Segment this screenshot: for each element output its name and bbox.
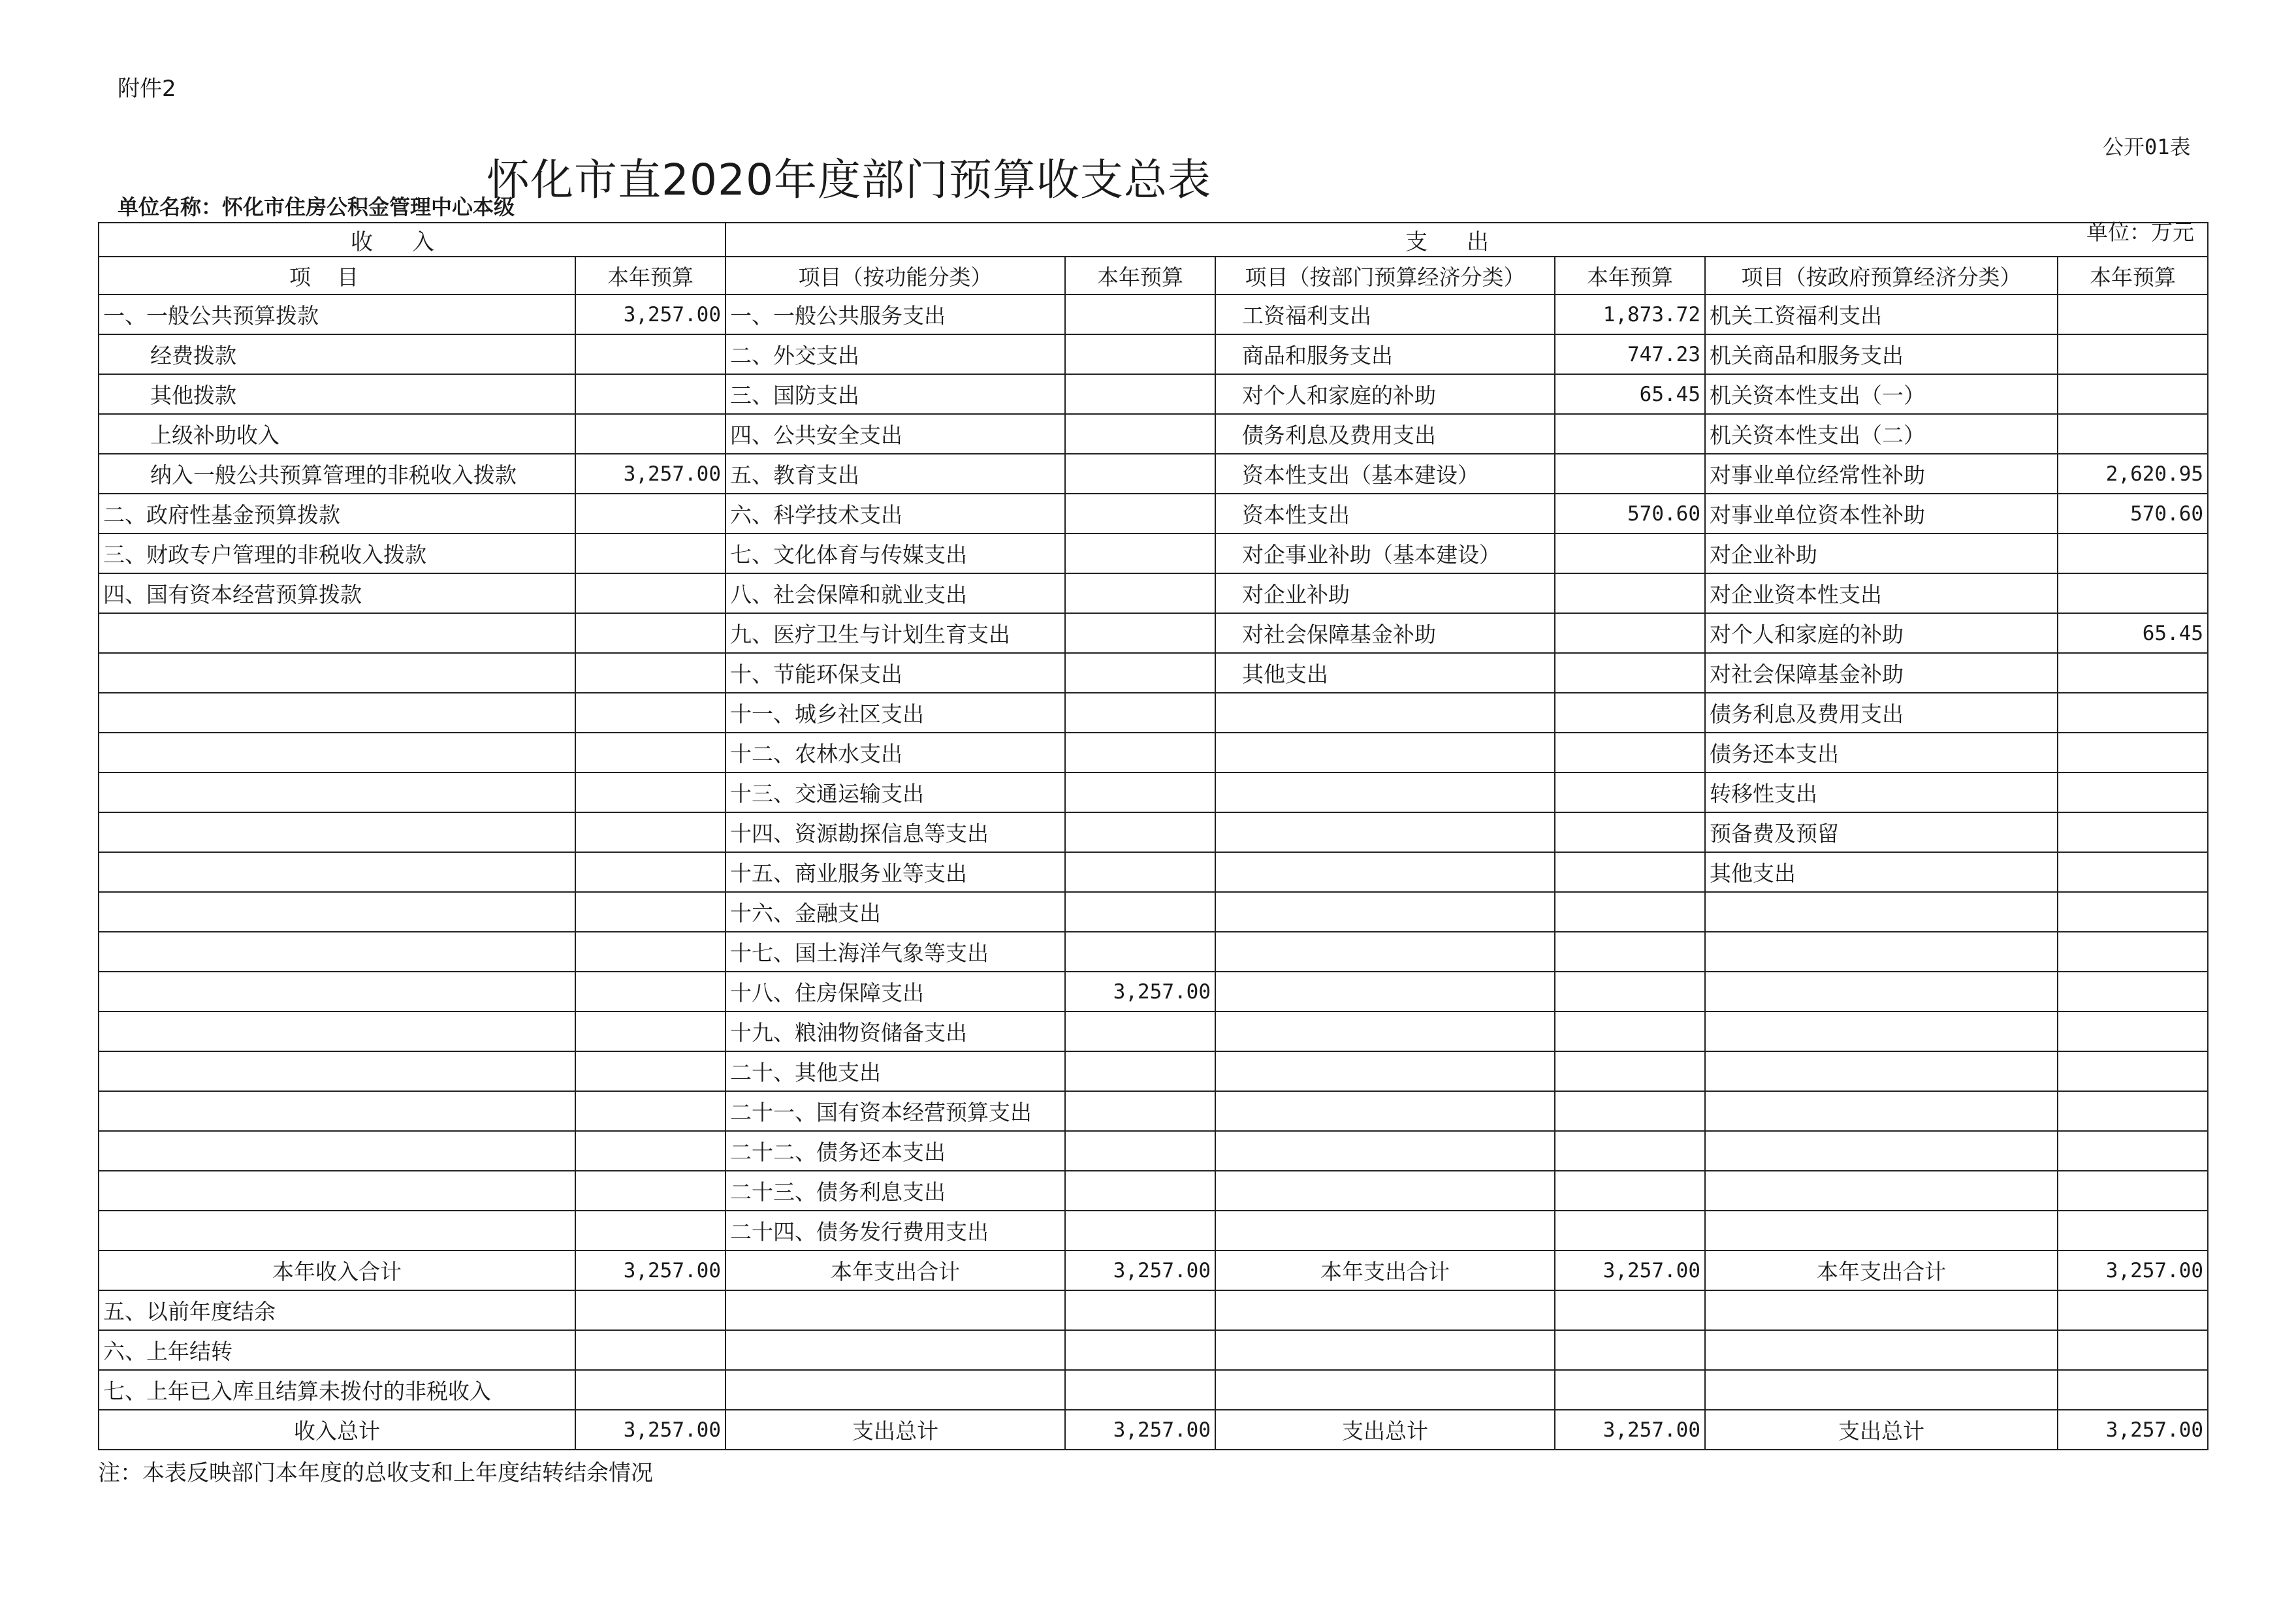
dept-item-cell: 对企事业补助（基本建设） [1215,533,1555,573]
income-item-cell [99,1211,575,1250]
income-item-cell [99,1051,575,1091]
func-budget-header: 本年预算 [1065,257,1215,295]
dept-budget-cell [1555,1171,1705,1211]
empty-cell [1555,1370,1705,1410]
dept-budget-cell [1555,932,1705,972]
currency-unit: 单位：万元 [2086,219,2194,245]
income-item-cell [99,1011,575,1051]
func-item-cell: 十八、住房保障支出 [725,972,1065,1011]
func-budget-cell: 3,257.00 [1065,972,1215,1011]
income-budget-cell [575,972,725,1011]
gov-item-cell [1705,932,2058,972]
income-budget-cell [575,1131,725,1171]
dept-item-cell: 对企业补助 [1215,573,1555,613]
gov-budget-cell [2058,733,2208,772]
gov-item-cell: 对个人和家庭的补助 [1705,613,2058,653]
carryover-item: 六、上年结转 [99,1330,575,1370]
income-item-cell: 其他拨款 [99,374,575,414]
carryover-row [99,1330,2208,1370]
gov-total-label: 本年支出合计 [1705,1250,2058,1290]
empty-cell [1065,1330,1215,1370]
gov-item-cell [1705,1011,2058,1051]
income-total-value: 3,257.00 [575,1250,725,1290]
dept-item-cell [1215,852,1555,892]
empty-cell [1705,1370,2058,1410]
gov-budget-cell [2058,1211,2208,1250]
income-budget-cell [575,772,725,812]
func-budget-cell [1065,334,1215,374]
table-row [99,932,2208,972]
table-row [99,1211,2208,1250]
dept-total-value: 3,257.00 [1555,1250,1705,1290]
gov-budget-cell [2058,1171,2208,1211]
func-item-cell: 十四、资源勘探信息等支出 [725,812,1065,852]
gov-item-cell [1705,1171,2058,1211]
gov-item-cell [1705,1211,2058,1250]
dept-item-cell [1215,693,1555,733]
empty-cell [1215,1290,1555,1330]
dept-budget-cell [1555,454,1705,494]
gov-budget-cell: 570.60 [2058,494,2208,533]
table-row [99,733,2208,772]
income-budget-cell [575,812,725,852]
gov-budget-cell [2058,1051,2208,1091]
footnote: 注：本表反映部门本年度的总收支和上年度结转结余情况 [98,1460,653,1486]
income-item-cell [99,852,575,892]
income-item-cell [99,1131,575,1171]
income-budget-cell [575,1011,725,1051]
gov-total-value: 3,257.00 [2058,1250,2208,1290]
func-item-cell: 十二、农林水支出 [725,733,1065,772]
dept-item-cell: 对个人和家庭的补助 [1215,374,1555,414]
empty-cell [1065,1290,1215,1330]
gov-budget-cell [2058,334,2208,374]
dept-item-cell [1215,1211,1555,1250]
empty-cell [1705,1290,2058,1330]
empty-cell [725,1370,1065,1410]
empty-cell [1705,1330,2058,1370]
dept-budget-cell: 570.60 [1555,494,1705,533]
income-budget-cell [575,1051,725,1091]
table-row [99,295,2208,334]
dept-budget-cell [1555,1051,1705,1091]
gov-item-cell: 机关资本性支出（一） [1705,374,2058,414]
income-item-cell [99,892,575,932]
func-item-cell: 五、教育支出 [725,454,1065,494]
table-row [99,334,2208,374]
empty-cell [575,1370,725,1410]
income-item-cell: 三、财政专户管理的非税收入拨款 [99,533,575,573]
gov-budget-cell [2058,1011,2208,1051]
dept-budget-cell [1555,533,1705,573]
gov-budget-cell [2058,1091,2208,1131]
func-budget-cell [1065,533,1215,573]
gov-budget-cell [2058,1131,2208,1171]
func-item-cell: 十九、粮油物资储备支出 [725,1011,1065,1051]
income-item-header: 项目 [99,257,575,295]
func-budget-cell [1065,653,1215,693]
dept-budget-cell: 65.45 [1555,374,1705,414]
gov-budget-cell [2058,932,2208,972]
gov-budget-cell [2058,892,2208,932]
header-row [99,257,2208,295]
income-item-cell: 上级补助收入 [99,414,575,454]
dept-budget-cell: 1,873.72 [1555,295,1705,334]
table-row [99,414,2208,454]
func-item-cell: 十三、交通运输支出 [725,772,1065,812]
dept-item-cell: 商品和服务支出 [1215,334,1555,374]
func-budget-cell [1065,892,1215,932]
func-budget-cell [1065,454,1215,494]
unit-name: 单位名称：怀化市住房公积金管理中心本级 [118,195,515,219]
income-budget-cell [575,374,725,414]
budget-table [98,222,2208,1450]
empty-cell [575,1290,725,1330]
income-budget-cell [575,693,725,733]
table-row [99,494,2208,533]
gov-budget-cell [2058,772,2208,812]
attachment-label: 附件2 [118,76,176,102]
func-item-cell: 二十四、债务发行费用支出 [725,1211,1065,1250]
func-item-cell: 十五、商业服务业等支出 [725,852,1065,892]
func-item-cell: 四、公共安全支出 [725,414,1065,454]
table-row [99,1011,2208,1051]
income-budget-cell [575,733,725,772]
dept-item-cell [1215,733,1555,772]
gov-budget-cell: 65.45 [2058,613,2208,653]
dept-item-cell: 资本性支出 [1215,494,1555,533]
table-row [99,852,2208,892]
func-budget-cell [1065,733,1215,772]
gov-item-cell: 对企业补助 [1705,533,2058,573]
dept-budget-cell [1555,1211,1705,1250]
func-item-cell: 十六、金融支出 [725,892,1065,932]
func-item-cell: 二十二、债务还本支出 [725,1131,1065,1171]
func-budget-cell [1065,772,1215,812]
table-row [99,972,2208,1011]
gov-grand-label: 支出总计 [1705,1410,2058,1450]
income-item-cell [99,613,575,653]
income-budget-cell [575,494,725,533]
func-grand-label: 支出总计 [725,1410,1065,1450]
table-row [99,1171,2208,1211]
gov-item-cell: 对事业单位经常性补助 [1705,454,2058,494]
gov-item-cell: 对社会保障基金补助 [1705,653,2058,693]
gov-budget-cell [2058,852,2208,892]
func-budget-cell [1065,1211,1215,1250]
income-item-cell: 一、一般公共预算拨款 [99,295,575,334]
dept-item-cell [1215,1051,1555,1091]
dept-budget-cell [1555,613,1705,653]
func-budget-cell [1065,414,1215,454]
dept-budget-cell [1555,892,1705,932]
dept-budget-cell [1555,1091,1705,1131]
dept-item-cell [1215,1131,1555,1171]
income-item-cell [99,653,575,693]
func-budget-cell [1065,1091,1215,1131]
gov-budget-cell: 2,620.95 [2058,454,2208,494]
income-budget-header: 本年预算 [575,257,725,295]
func-item-cell: 九、医疗卫生与计划生育支出 [725,613,1065,653]
func-budget-cell [1065,932,1215,972]
func-item-cell: 十七、国土海洋气象等支出 [725,932,1065,972]
dept-item-cell: 债务利息及费用支出 [1215,414,1555,454]
func-item-header: 项目（按功能分类） [725,257,1065,295]
empty-cell [1215,1370,1555,1410]
income-budget-cell [575,613,725,653]
income-item-cell [99,733,575,772]
func-item-cell: 七、文化体育与传媒支出 [725,533,1065,573]
dept-item-cell: 其他支出 [1215,653,1555,693]
gov-item-cell: 对企业资本性支出 [1705,573,2058,613]
func-budget-cell [1065,613,1215,653]
section-row [99,223,2208,257]
gov-budget-cell [2058,972,2208,1011]
income-item-cell [99,932,575,972]
empty-cell [575,1330,725,1370]
dept-budget-cell [1555,573,1705,613]
table-row [99,812,2208,852]
func-grand-value: 3,257.00 [1065,1410,1215,1450]
dept-item-header: 项目（按部门预算经济分类） [1215,257,1555,295]
empty-cell [2058,1370,2208,1410]
dept-item-cell [1215,772,1555,812]
func-budget-cell [1065,693,1215,733]
dept-budget-cell [1555,733,1705,772]
table-row [99,1091,2208,1131]
income-budget-cell: 3,257.00 [575,295,725,334]
table-row [99,892,2208,932]
table-row [99,1051,2208,1091]
func-item-cell: 二十三、债务利息支出 [725,1171,1065,1211]
gov-budget-cell [2058,533,2208,573]
income-budget-cell [575,852,725,892]
gov-budget-cell [2058,295,2208,334]
gov-budget-cell [2058,374,2208,414]
income-budget-cell [575,1171,725,1211]
income-item-cell [99,693,575,733]
empty-cell [725,1330,1065,1370]
gov-item-cell [1705,1131,2058,1171]
gov-item-cell: 对事业单位资本性补助 [1705,494,2058,533]
dept-item-cell: 工资福利支出 [1215,295,1555,334]
income-grand-label: 收入总计 [99,1410,575,1450]
func-budget-cell [1065,295,1215,334]
dept-budget-cell [1555,772,1705,812]
income-item-cell [99,972,575,1011]
dept-budget-cell [1555,414,1705,454]
table-row [99,454,2208,494]
table-row [99,613,2208,653]
gov-item-cell: 预备费及预留 [1705,812,2058,852]
func-item-cell: 二十、其他支出 [725,1051,1065,1091]
func-item-cell: 一、一般公共服务支出 [725,295,1065,334]
gov-budget-cell [2058,812,2208,852]
gov-budget-cell [2058,693,2208,733]
func-budget-cell [1065,494,1215,533]
func-budget-cell [1065,1171,1215,1211]
gov-item-header: 项目（按政府预算经济分类） [1705,257,2058,295]
gov-item-cell [1705,1051,2058,1091]
income-budget-cell [575,1211,725,1250]
page-title: 怀化市直2020年度部门预算收支总表 [486,155,1211,205]
dept-item-cell: 资本性支出（基本建设） [1215,454,1555,494]
gov-item-cell: 债务还本支出 [1705,733,2058,772]
dept-budget-cell [1555,852,1705,892]
dept-item-cell [1215,892,1555,932]
gov-grand-value: 3,257.00 [2058,1410,2208,1450]
income-item-cell: 经费拨款 [99,334,575,374]
gov-budget-cell [2058,573,2208,613]
empty-cell [725,1290,1065,1330]
dept-budget-cell [1555,693,1705,733]
func-item-cell: 八、社会保障和就业支出 [725,573,1065,613]
func-item-cell: 二、外交支出 [725,334,1065,374]
func-item-cell: 三、国防支出 [725,374,1065,414]
expense-section-label: 支出 [725,223,2208,257]
func-item-cell: 二十一、国有资本经营预算支出 [725,1091,1065,1131]
table-row [99,653,2208,693]
dept-total-label: 本年支出合计 [1215,1250,1555,1290]
gov-item-cell: 机关工资福利支出 [1705,295,2058,334]
carryover-row [99,1290,2208,1330]
dept-budget-cell [1555,972,1705,1011]
dept-budget-cell [1555,653,1705,693]
income-section-label: 收入 [99,223,725,257]
table-row [99,1131,2208,1171]
grand-total-row [99,1410,2208,1450]
gov-item-cell [1705,892,2058,932]
gov-item-cell: 其他支出 [1705,852,2058,892]
income-item-cell: 纳入一般公共预算管理的非税收入拨款 [99,454,575,494]
income-item-cell [99,1171,575,1211]
form-code: 公开01表 [2103,135,2191,159]
table-row [99,693,2208,733]
func-item-cell: 六、科学技术支出 [725,494,1065,533]
gov-item-cell: 机关商品和服务支出 [1705,334,2058,374]
gov-budget-cell [2058,653,2208,693]
func-budget-cell [1065,573,1215,613]
func-budget-cell [1065,812,1215,852]
func-budget-cell [1065,852,1215,892]
gov-budget-header: 本年预算 [2058,257,2208,295]
empty-cell [2058,1330,2208,1370]
dept-item-cell [1215,1011,1555,1051]
table-row [99,772,2208,812]
empty-cell [1215,1330,1555,1370]
gov-item-cell: 机关资本性支出（二） [1705,414,2058,454]
income-budget-cell [575,892,725,932]
dept-item-cell: 对社会保障基金补助 [1215,613,1555,653]
dept-item-cell [1215,812,1555,852]
empty-cell [1065,1370,1215,1410]
carryover-item: 五、以前年度结余 [99,1290,575,1330]
carryover-row [99,1370,2208,1410]
income-budget-cell [575,533,725,573]
func-budget-cell [1065,1131,1215,1171]
income-item-cell: 二、政府性基金预算拨款 [99,494,575,533]
func-item-cell: 十、节能环保支出 [725,653,1065,693]
empty-cell [1555,1290,1705,1330]
dept-budget-cell: 747.23 [1555,334,1705,374]
income-total-label: 本年收入合计 [99,1250,575,1290]
func-budget-cell [1065,1011,1215,1051]
income-item-cell [99,772,575,812]
income-item-cell: 四、国有资本经营预算拨款 [99,573,575,613]
dept-budget-cell [1555,1131,1705,1171]
empty-cell [1555,1330,1705,1370]
empty-cell [2058,1290,2208,1330]
dept-budget-header: 本年预算 [1555,257,1705,295]
func-budget-cell [1065,1051,1215,1091]
dept-budget-cell [1555,1011,1705,1051]
income-budget-cell [575,653,725,693]
income-item-cell [99,1091,575,1131]
gov-item-cell: 转移性支出 [1705,772,2058,812]
subtotal-row [99,1250,2208,1290]
dept-item-cell [1215,932,1555,972]
dept-item-cell [1215,972,1555,1011]
income-budget-cell [575,414,725,454]
table-row [99,533,2208,573]
gov-item-cell [1705,972,2058,1011]
income-budget-cell: 3,257.00 [575,454,725,494]
dept-budget-cell [1555,812,1705,852]
gov-item-cell [1705,1091,2058,1131]
income-budget-cell [575,932,725,972]
dept-item-cell [1215,1091,1555,1131]
func-total-value: 3,257.00 [1065,1250,1215,1290]
income-item-cell [99,812,575,852]
func-total-label: 本年支出合计 [725,1250,1065,1290]
dept-grand-value: 3,257.00 [1555,1410,1705,1450]
func-budget-cell [1065,374,1215,414]
income-budget-cell [575,1091,725,1131]
income-grand-value: 3,257.00 [575,1410,725,1450]
budget-table-container [98,222,2207,1450]
income-budget-cell [575,573,725,613]
carryover-item: 七、上年已入库且结算未拨付的非税收入 [99,1370,575,1410]
income-budget-cell [575,334,725,374]
table-row [99,573,2208,613]
dept-item-cell [1215,1171,1555,1211]
gov-item-cell: 债务利息及费用支出 [1705,693,2058,733]
func-item-cell: 十一、城乡社区支出 [725,693,1065,733]
table-row [99,374,2208,414]
gov-budget-cell [2058,414,2208,454]
dept-grand-label: 支出总计 [1215,1410,1555,1450]
